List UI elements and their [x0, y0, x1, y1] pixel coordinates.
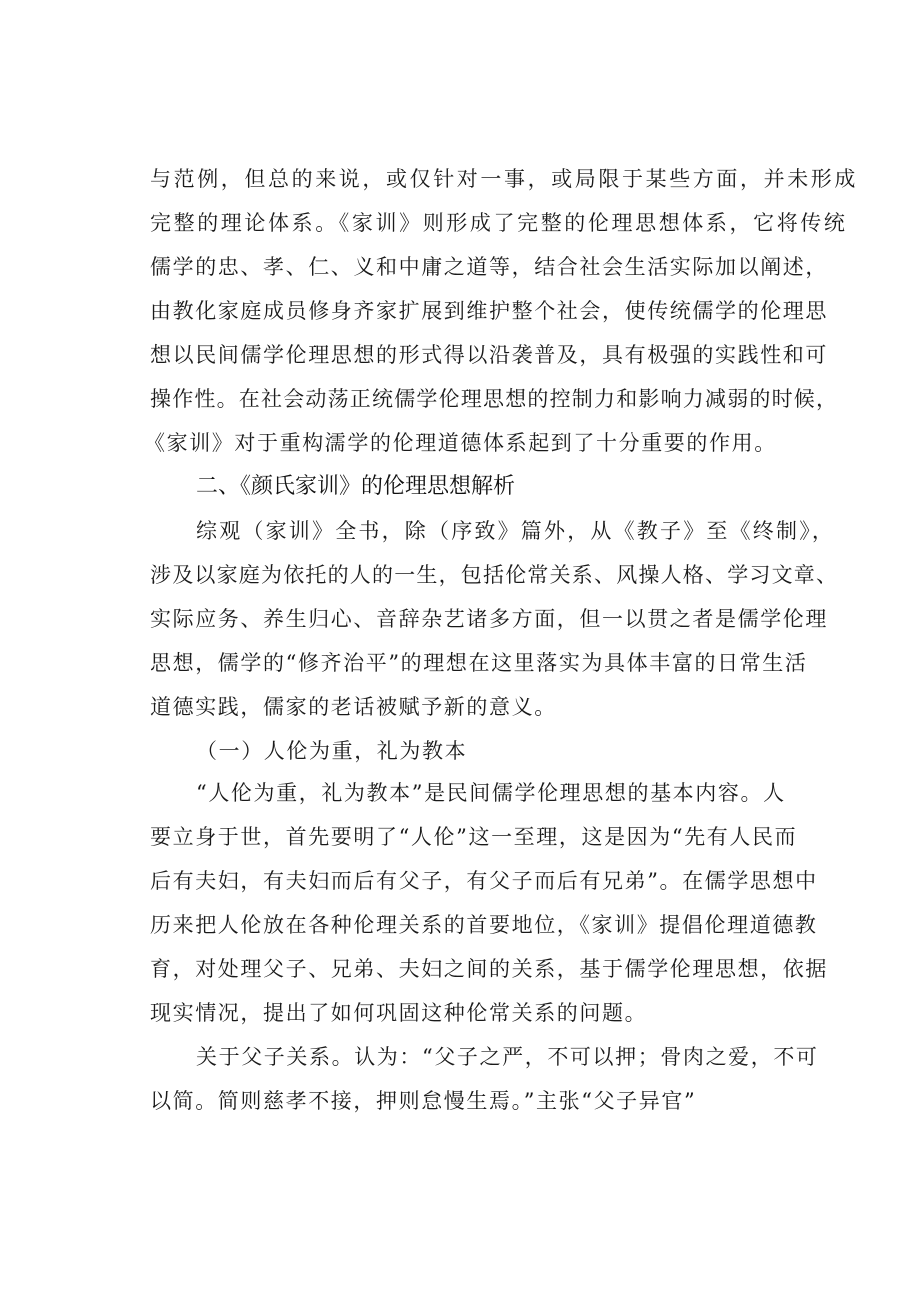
paragraph-line: 《家训》对于重构濡学的伦理道德体系起到了十分重要的作用。	[144, 431, 777, 455]
paragraph-line: 完整的理论体系。《家训》则形成了完整的伦理思想体系，它将传统	[150, 211, 848, 235]
paragraph-line: 后有夫妇，有夫妇而后有父子，有父子而后有兄弟”。在儒学思想中	[150, 869, 818, 893]
paragraph-line: 以简。简则慈孝不接，押则怠慢生焉。”主张“父子异官”	[150, 1089, 697, 1113]
paragraph-line: 现实情况，提出了如何巩固这种伦常关系的问题。	[150, 1001, 648, 1025]
paragraph-line: “人伦为重，礼为教本”是民间儒学伦理思想的基本内容。人	[196, 781, 786, 805]
paragraph-line: 实际应务、养生归心、音辞杂艺诸多方面，但一以贯之者是儒学伦理	[150, 607, 828, 631]
paragraph-line: 想以民间儒学伦理思想的形式得以沿袭普及，具有极强的实践性和可	[150, 343, 828, 367]
paragraph-line: 历来把人伦放在各种伦理关系的首要地位，《家训》提倡伦理道德教	[150, 913, 818, 937]
paragraph-line: 思想，儒学的“修齐治平”的理想在这里落实为具体丰富的日常生活	[150, 651, 808, 675]
section-heading: 二、《颜氏家训》的伦理思想解析	[196, 474, 516, 499]
paragraph-line: 道德实践，儒家的老话被赋予新的意义。	[150, 695, 557, 719]
paragraph-line: 关于父子关系。认为：“父子之严，不可以押；骨肉之爱，不可	[196, 1045, 819, 1069]
paragraph-line: 综观（家训》全书，除（序致》篇外，从《教子》至《终制》，	[196, 519, 836, 543]
paragraph-line: 儒学的忠、孝、仁、义和中庸之道等，结合社会生活实际加以阐述，	[150, 255, 828, 279]
paragraph-line: 与范例，但总的来说，或仅针对一事，或局限于某些方面，并未形成	[150, 167, 858, 191]
paragraph-line: 操作性。在社会动荡正统儒学伦理思想的控制力和影响力减弱的时候，	[150, 387, 839, 411]
paragraph-line: 育，对处理父子、兄弟、夫妇之间的关系，基于儒学伦理思想，依据	[150, 957, 828, 981]
paragraph-line: 涉及以家庭为依托的人的一生，包括伦常关系、风操人格、学习文章、	[150, 563, 839, 587]
paragraph-line: 由教化家庭成员修身齐家扩展到维护整个社会，使传统儒学的伦理思	[150, 299, 828, 323]
subsection-heading: （一）人伦为重，礼为教本	[196, 739, 468, 763]
paragraph-line: 要立身于世，首先要明了“人伦”这一至理，这是因为“先有人民而	[150, 825, 798, 849]
